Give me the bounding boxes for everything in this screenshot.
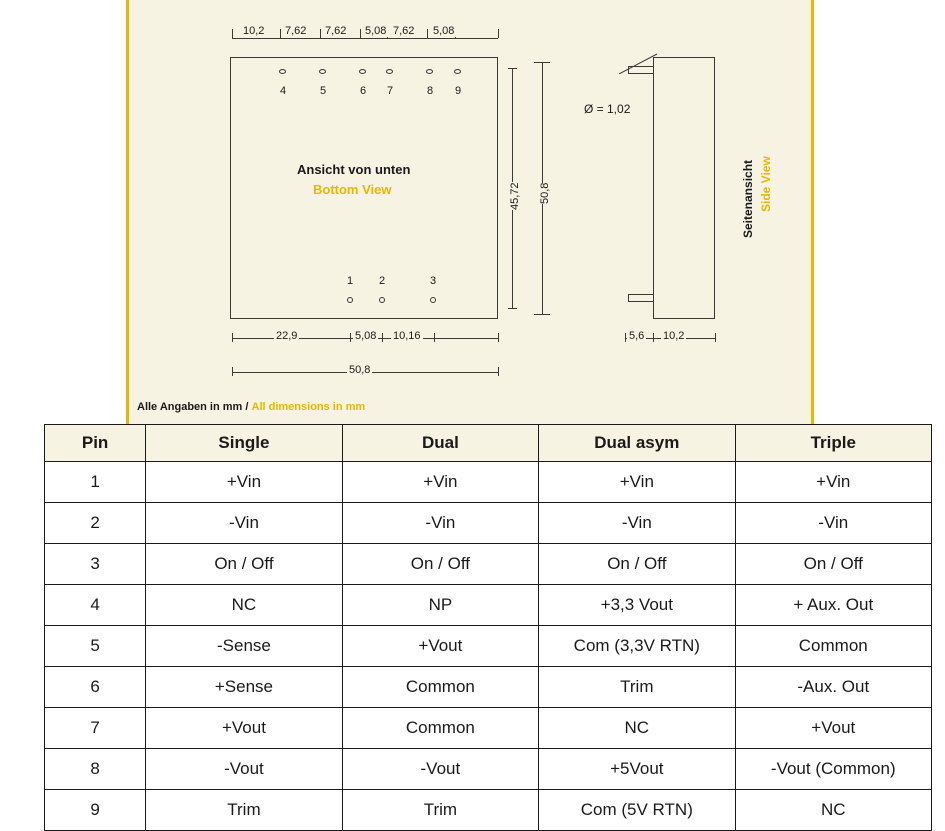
bottom-view-caption-en: Bottom View (313, 182, 392, 197)
cell-dual: Common (342, 667, 538, 708)
side-view-pin-bottom (628, 294, 654, 302)
top-dim-4: 7,62 (393, 25, 415, 37)
table-row (45, 544, 932, 585)
cell-pin: 5 (45, 626, 146, 667)
pin-hole-7 (386, 69, 393, 74)
pin-label-4: 4 (279, 85, 287, 97)
bottom-dim-2: 10,16 (393, 330, 421, 342)
dim-tick (534, 62, 550, 63)
top-dim-5: 5,08 (433, 25, 455, 37)
dimensions-footnote (137, 401, 365, 413)
table-header-row (45, 425, 932, 462)
pin-label-1: 1 (346, 275, 354, 287)
pin-hole-2 (379, 297, 385, 303)
cell-triple: -Vout (Common) (735, 749, 931, 790)
pin-label-9: 9 (454, 85, 462, 97)
cell-dual: -Vout (342, 749, 538, 790)
mechanical-drawing-panel (126, 0, 814, 428)
height-inner-dim-text: 45,72 (509, 182, 521, 210)
cell-dual: On / Off (342, 544, 538, 585)
dim-tick (625, 333, 626, 342)
cell-triple: NC (735, 790, 931, 831)
height-outer-dim-text: 50,8 (539, 182, 551, 204)
top-dim-3: 5,08 (365, 25, 387, 37)
cell-triple: +Vout (735, 708, 931, 749)
dim-tick (508, 68, 517, 69)
dim-tick (534, 314, 550, 315)
cell-pin: 9 (45, 790, 146, 831)
top-dim-0: 10,2 (243, 25, 265, 37)
cell-single: -Vin (146, 503, 342, 544)
footnote-en: All dimensions in mm (251, 401, 366, 413)
dim-tick (232, 29, 233, 38)
cell-dual: +Vout (342, 626, 538, 667)
dim-tick (498, 367, 499, 376)
dim-tick (320, 29, 321, 38)
pin-hole-6 (359, 69, 366, 74)
pin-hole-4 (279, 69, 286, 74)
table-row (45, 749, 932, 790)
cell-dual-asym: Trim (539, 667, 735, 708)
cell-dual-asym: Com (3,3V RTN) (539, 626, 735, 667)
side-dim-1: 10,2 (663, 330, 685, 342)
top-dimension-line (232, 38, 498, 39)
cell-dual-asym: NC (539, 708, 735, 749)
bottom-view-caption-de: Ansicht von unten (297, 162, 411, 177)
table-row (45, 585, 932, 626)
cell-pin: 6 (45, 667, 146, 708)
cell-dual-asym: Com (5V RTN) (539, 790, 735, 831)
side-view-caption-de: Seitenansicht (741, 159, 755, 238)
cell-single: -Vout (146, 749, 342, 790)
dim-tick (350, 333, 351, 342)
cell-dual: Common (342, 708, 538, 749)
cell-pin: 8 (45, 749, 146, 790)
column-header-dual: Dual (342, 425, 538, 462)
cell-single: On / Off (146, 544, 342, 585)
side-dim-0: 5,6 (629, 330, 645, 342)
cell-dual: +Vin (342, 462, 538, 503)
pin-label-3: 3 (429, 275, 437, 287)
overall-width-dim-text: 50,8 (349, 364, 371, 376)
cell-pin: 3 (45, 544, 146, 585)
dim-tick (653, 333, 654, 342)
dim-tick (232, 333, 233, 342)
pin-assignment-table (44, 424, 932, 831)
table-row (45, 708, 932, 749)
cell-triple: -Aux. Out (735, 667, 931, 708)
dim-tick (427, 29, 428, 38)
cell-dual-asym: +3,3 Vout (539, 585, 735, 626)
cell-single: Trim (146, 790, 342, 831)
pin-hole-1 (347, 297, 353, 303)
cell-single: +Vout (146, 708, 342, 749)
side-view-caption-en: Side View (759, 156, 773, 212)
pin-label-2: 2 (378, 275, 386, 287)
table-row (45, 790, 932, 831)
pin-label-6: 6 (359, 85, 367, 97)
cell-pin: 7 (45, 708, 146, 749)
pin-hole-5 (319, 69, 326, 74)
dim-tick (498, 29, 499, 38)
cell-dual-asym: +5Vout (539, 749, 735, 790)
pin-hole-9 (454, 69, 461, 74)
top-dim-2: 7,62 (325, 25, 347, 37)
cell-pin: 2 (45, 503, 146, 544)
bottom-dim-1: 5,08 (355, 330, 377, 342)
table-row (45, 503, 932, 544)
cell-triple: On / Off (735, 544, 931, 585)
cell-dual-asym: On / Off (539, 544, 735, 585)
cell-single: +Sense (146, 667, 342, 708)
table-row (45, 462, 932, 503)
pin-label-7: 7 (386, 85, 394, 97)
column-header-triple: Triple (735, 425, 931, 462)
cell-dual-asym: -Vin (539, 503, 735, 544)
cell-triple: +Vin (735, 462, 931, 503)
top-dim-1: 7,62 (285, 25, 307, 37)
cell-triple: + Aux. Out (735, 585, 931, 626)
dim-tick (280, 29, 281, 38)
diameter-leader-line (619, 52, 659, 74)
cell-dual: -Vin (342, 503, 538, 544)
side-view-outline (653, 57, 715, 319)
diameter-label: Ø = 1,02 (584, 102, 631, 116)
dim-tick (232, 367, 233, 376)
pin-label-5: 5 (319, 85, 327, 97)
cell-dual: Trim (342, 790, 538, 831)
cell-pin: 4 (45, 585, 146, 626)
cell-pin: 1 (45, 462, 146, 503)
dim-tick (715, 333, 716, 342)
footnote-de: Alle Angaben in mm / (137, 401, 249, 413)
dim-tick (508, 308, 517, 309)
column-header-dual-asym: Dual asym (539, 425, 735, 462)
table-row (45, 667, 932, 708)
bottom-dim-0: 22,9 (276, 330, 298, 342)
table-row (45, 626, 932, 667)
cell-single: NC (146, 585, 342, 626)
cell-triple: Common (735, 626, 931, 667)
cell-single: -Sense (146, 626, 342, 667)
pin-hole-3 (430, 297, 436, 303)
dim-tick (498, 333, 499, 342)
dim-tick (382, 333, 383, 342)
cell-dual-asym: +Vin (539, 462, 735, 503)
cell-triple: -Vin (735, 503, 931, 544)
pin-label-8: 8 (426, 85, 434, 97)
cell-single: +Vin (146, 462, 342, 503)
column-header-single: Single (146, 425, 342, 462)
pin-hole-8 (426, 69, 433, 74)
cell-dual: NP (342, 585, 538, 626)
dim-tick (360, 29, 361, 38)
column-header-pin: Pin (45, 425, 146, 462)
dim-tick (434, 333, 435, 342)
